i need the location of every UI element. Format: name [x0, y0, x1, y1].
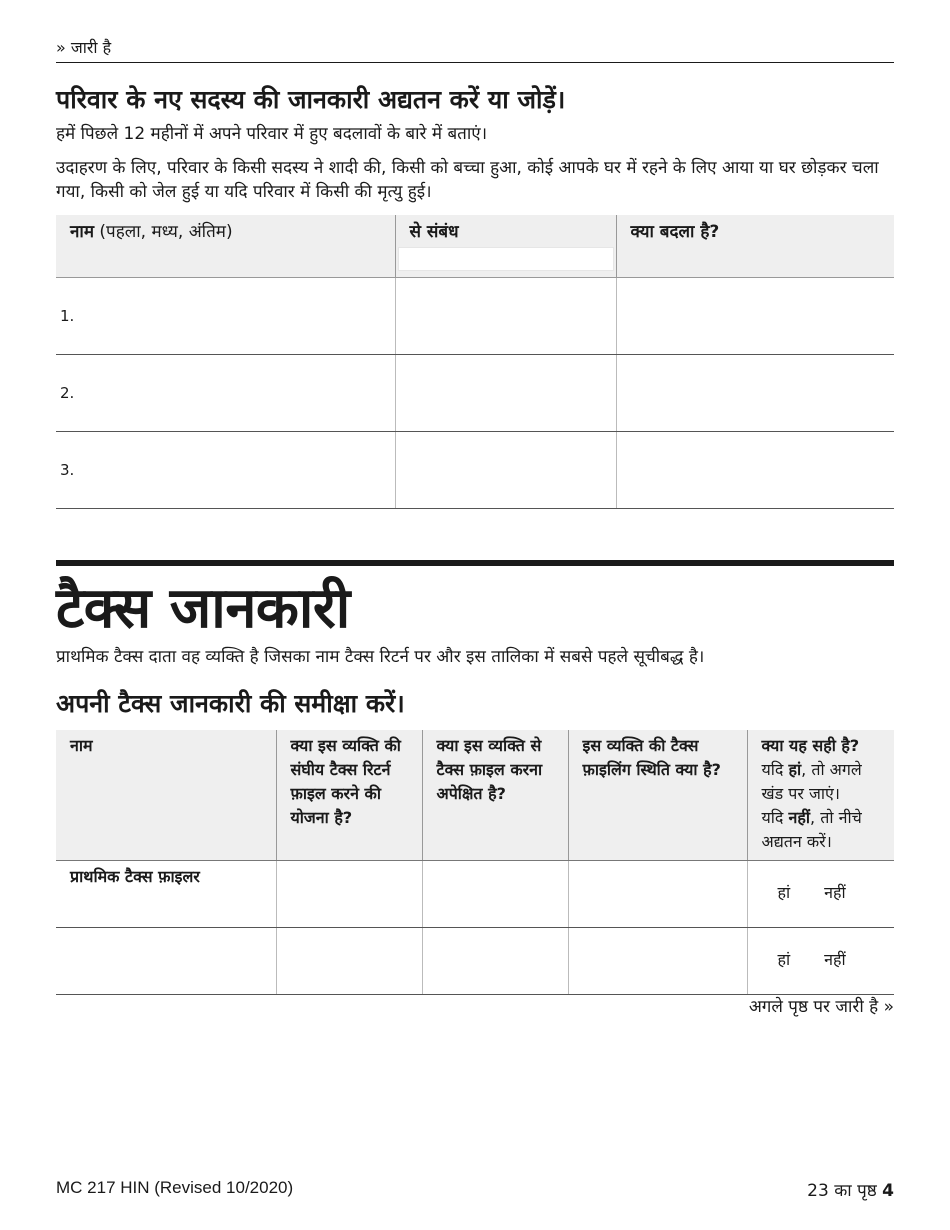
continued-note-top: » जारी है	[56, 38, 112, 57]
name-cell[interactable]	[56, 928, 276, 995]
change-cell[interactable]	[616, 278, 894, 355]
column-header-expected-to-file: क्या इस व्यक्ति से टैक्स फ़ाइल करना अपेक्षित है?	[422, 730, 568, 861]
is-correct-cell	[747, 861, 894, 928]
plan-to-file-cell[interactable]	[276, 928, 422, 995]
page-number: 23 का पृष्ठ 4	[807, 1181, 894, 1201]
form-page	[56, 0, 894, 1230]
row-number: 1.	[60, 307, 75, 325]
yes-option[interactable]: हां	[777, 950, 791, 969]
table-row	[56, 355, 894, 432]
row-number: 3.	[60, 461, 75, 479]
table-row	[56, 278, 894, 355]
is-correct-cell	[747, 928, 894, 995]
family-table-header	[56, 215, 894, 278]
name-cell[interactable]	[56, 432, 395, 509]
family-section-intro: हमें पिछले 12 महीनों में अपने परिवार में हुए बदलावों के बारे में बताएं।	[56, 124, 488, 144]
column-header-relation: से संबंध	[395, 215, 616, 278]
tax-section-intro: प्राथमिक टैक्स दाता वह व्यक्ति है जिसका नाम टैक्स रिटर्न पर और इस तालिका में सबसे पहले सूचीबद्ध है।	[56, 647, 705, 667]
column-header-name: नाम (पहला, मध्य, अंतिम)	[56, 215, 395, 278]
no-option[interactable]: नहीं	[824, 950, 846, 969]
column-header-is-correct: क्या यह सही है? यदि हां, तो अगले खंड पर जाएं। यदि नहीं, तो नीचे अद्यतन करें।	[747, 730, 894, 861]
column-header-change: क्या बदला है?	[616, 215, 894, 278]
expected-to-file-cell[interactable]	[422, 861, 568, 928]
name-cell[interactable]	[56, 355, 395, 432]
change-cell[interactable]	[616, 355, 894, 432]
relation-to-field[interactable]	[398, 247, 614, 271]
family-section-title: परिवार के नए सदस्य की जानकारी अद्यतन करें या जोड़ें।	[56, 85, 566, 114]
tax-review-title: अपनी टैक्स जानकारी की समीक्षा करें।	[56, 689, 405, 718]
family-section-example: उदाहरण के लिए, परिवार के किसी सदस्य ने शादी की, किसी को बच्चा हुआ, कोई आपके घर में रहने के लिए आया या घर छोड़कर चला गया, किसी को जेल हुई या यदि परिवार में किसी की मृत्यु हुई।	[56, 158, 879, 202]
relation-cell[interactable]	[395, 278, 616, 355]
header-divider	[56, 62, 894, 63]
filing-status-cell[interactable]	[568, 861, 747, 928]
expected-to-file-cell[interactable]	[422, 928, 568, 995]
relation-cell[interactable]	[395, 355, 616, 432]
name-cell[interactable]	[56, 278, 395, 355]
yes-option[interactable]: हां	[777, 883, 791, 902]
form-id: MC 217 HIN (Revised 10/2020)	[56, 1178, 294, 1197]
column-header-plan-to-file: क्या इस व्यक्ति की संघीय टैक्स रिटर्न फ़ाइल करने की योजना है?	[276, 730, 422, 861]
continued-note-bottom: अगले पृष्ठ पर जारी है »	[748, 997, 894, 1017]
filer-label-cell: प्राथमिक टैक्स फ़ाइलर	[56, 861, 276, 928]
section-divider	[56, 560, 894, 566]
family-changes-table	[56, 215, 894, 509]
tax-section-title: टैक्स जानकारी	[56, 576, 350, 641]
plan-to-file-cell[interactable]	[276, 861, 422, 928]
column-header-filing-status: इस व्यक्ति की टैक्स फ़ाइलिंग स्थिति क्या है?	[568, 730, 747, 861]
tax-table-header	[56, 730, 894, 861]
table-row	[56, 861, 894, 928]
relation-cell[interactable]	[395, 432, 616, 509]
tax-info-table	[56, 730, 894, 995]
row-number: 2.	[60, 384, 75, 402]
no-option[interactable]: नहीं	[824, 883, 846, 902]
table-row	[56, 928, 894, 995]
change-cell[interactable]	[616, 432, 894, 509]
filing-status-cell[interactable]	[568, 928, 747, 995]
column-header-name: नाम	[56, 730, 276, 861]
table-row	[56, 432, 894, 509]
